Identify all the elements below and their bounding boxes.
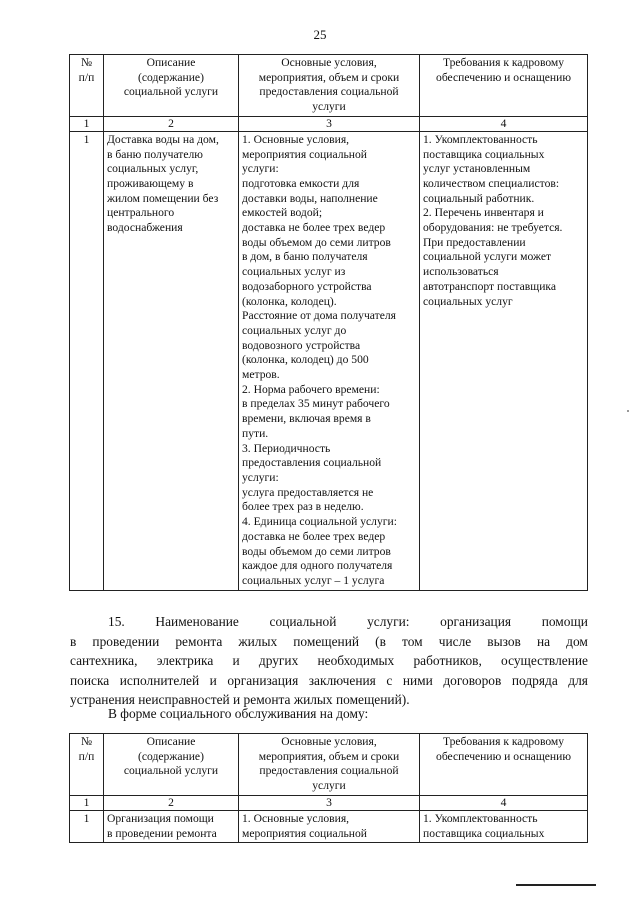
paragraph-word: вызов: [487, 633, 521, 649]
paragraph-word: помещений: [293, 633, 360, 649]
paragraph-line: [70, 612, 588, 632]
description-line: Доставка воды на дом,: [107, 132, 219, 146]
service-description: [104, 131, 239, 590]
paragraph-word: и: [209, 672, 217, 688]
requirement-line: поставщика социальных: [423, 147, 545, 161]
paragraph-word: (в: [375, 633, 386, 649]
condition-line: водовозного устройства: [242, 338, 361, 352]
header-description: Описание (содержание) социальной услуги: [104, 734, 239, 796]
condition-line: мероприятия социальной: [242, 826, 367, 840]
service-conditions: [239, 131, 420, 590]
condition-line: социальных услуг до: [242, 323, 347, 337]
paragraph-word: проведении: [92, 633, 160, 649]
row-number: 1: [70, 131, 104, 590]
requirement-line: 1. Укомплектованность: [423, 132, 538, 146]
condition-line: социальных услуг из: [242, 265, 346, 279]
header-description: Описание (содержание) социальной услуги: [104, 55, 239, 117]
paragraph-word: социальной: [269, 614, 337, 629]
column-number: 1: [70, 116, 104, 131]
condition-line: емкостей водой;: [242, 206, 323, 220]
description-line: в баню получателю: [107, 147, 203, 161]
condition-line: 2. Норма рабочего времени:: [242, 382, 380, 396]
service-conditions: [239, 810, 420, 842]
paragraph-word: на: [536, 633, 551, 649]
paragraph-15: [70, 612, 588, 710]
column-number-row: [70, 795, 588, 810]
condition-line: в пределах 35 минут рабочего: [242, 397, 390, 411]
requirement-line: 1. Укомплектованность: [423, 811, 538, 825]
bottom-rule: [516, 884, 596, 886]
table-row: [70, 810, 588, 842]
condition-line: 3. Периодичность: [242, 441, 331, 455]
condition-line: услуги:: [242, 470, 279, 484]
header-requirements: Требования к кадровому обеспечению и оснащению: [420, 55, 588, 117]
header-num: № п/п: [70, 55, 104, 117]
column-number: 1: [70, 795, 104, 810]
paragraph-word: подряда: [511, 672, 558, 688]
header-requirements: Требования к кадровому обеспечению и оснащению: [420, 734, 588, 796]
condition-line: 1. Основные условия,: [242, 132, 350, 146]
table-header-row: [70, 55, 588, 117]
header-conditions: Основные условия, мероприятия, объем и сроки предоставления социальной услуги: [239, 55, 420, 117]
table-row: [70, 131, 588, 590]
paragraph-word: других: [258, 653, 299, 668]
column-number: 4: [420, 116, 588, 131]
paragraph-word: электрика: [156, 653, 214, 668]
condition-line: каждое для одного получателя: [242, 559, 393, 573]
paragraph-word: исполнителей: [119, 672, 200, 688]
paragraph-word: организация: [440, 614, 512, 629]
description-line: водоснабжения: [107, 221, 183, 235]
paragraph-word: в: [70, 633, 77, 649]
paragraph-line: [70, 651, 588, 671]
requirement-line: оборудования: не требуется.: [423, 221, 563, 235]
paragraph-word: ремонта: [175, 633, 223, 649]
header-num: № п/п: [70, 734, 104, 796]
column-number: 2: [104, 795, 239, 810]
service-description: [104, 810, 239, 842]
paragraph-line: [70, 671, 588, 691]
condition-line: (колонка, колодец).: [242, 294, 337, 308]
paragraph-word: Наименование: [155, 614, 239, 629]
service-requirements: [420, 131, 588, 590]
paragraph-word: том: [402, 633, 423, 649]
requirement-line: При предоставлении: [423, 235, 526, 249]
service-table-2: [69, 733, 588, 843]
row-number: 1: [70, 810, 104, 842]
requirement-line: социальных услуг: [423, 294, 513, 308]
requirement-line: 2. Перечень инвентаря и: [423, 206, 544, 220]
service-requirements: [420, 810, 588, 842]
paragraph-word: услуги:: [367, 614, 410, 629]
service-table-1: [69, 54, 588, 591]
condition-line: более трех раз в неделю.: [242, 500, 364, 514]
page-number: 25: [313, 27, 327, 42]
column-number: 3: [239, 116, 420, 131]
table-header-row: [70, 734, 588, 796]
paragraph-word: работников,: [413, 653, 482, 668]
description-line: проживающему в: [107, 176, 194, 190]
service-form-line: В форме социального обслуживания на дому:: [108, 706, 369, 721]
requirement-line: использоваться: [423, 265, 499, 279]
condition-line: Расстояние от дома получателя: [242, 309, 396, 323]
scan-mark: [627, 410, 629, 412]
paragraph-line: устранения неисправностей и ремонта жилых помещений).: [70, 692, 410, 707]
condition-line: доставки воды, наполнение: [242, 191, 378, 205]
paragraph-word: организация: [227, 672, 299, 688]
requirement-line: социальной услуги может: [423, 250, 552, 264]
paragraph-word: жилых: [238, 633, 278, 649]
paragraph-word: числе: [438, 633, 472, 649]
paragraph-word: для: [568, 672, 588, 688]
description-line: Организация помощи: [107, 811, 214, 825]
condition-line: времени, включая время в: [242, 412, 371, 426]
requirement-line: социальный работник.: [423, 191, 535, 205]
paragraph-word: дом: [566, 633, 588, 649]
condition-line: воды объемом до семи литров: [242, 235, 391, 249]
paragraph-word: сантехника,: [70, 653, 138, 668]
condition-line: водозаборного устройства: [242, 279, 372, 293]
condition-line: метров.: [242, 368, 280, 382]
description-line: жилом помещении без: [107, 191, 219, 205]
description-line: центрального: [107, 206, 175, 220]
header-conditions: Основные условия, мероприятия, объем и сроки предоставления социальной услуги: [239, 734, 420, 796]
condition-line: 1. Основные условия,: [242, 811, 350, 825]
paragraph-word: заключения: [308, 672, 376, 688]
condition-line: (колонка, колодец) до 500: [242, 353, 369, 367]
paragraph-word: 15.: [108, 614, 125, 629]
condition-line: воды объемом до семи литров: [242, 544, 391, 558]
condition-line: 4. Единица социальной услуги:: [242, 515, 397, 529]
column-number: 3: [239, 795, 420, 810]
condition-line: подготовка емкости для: [242, 176, 360, 190]
paragraph-word: договоров: [443, 672, 502, 688]
condition-line: мероприятия социальной: [242, 147, 367, 161]
requirement-line: количеством специалистов:: [423, 176, 560, 190]
condition-line: доставка не более трех ведер: [242, 221, 386, 235]
condition-line: предоставления социальной: [242, 456, 382, 470]
condition-line: услуга предоставляется не: [242, 485, 374, 499]
column-number: 4: [420, 795, 588, 810]
paragraph-word: и: [232, 653, 240, 668]
paragraph-line: [70, 632, 588, 652]
paragraph-word: ними: [402, 672, 433, 688]
paragraph-word: необходимых: [317, 653, 395, 668]
condition-line: в дом, в баню получателя: [242, 250, 368, 264]
condition-line: социальных услуг – 1 услуга: [242, 573, 385, 587]
condition-line: доставка не более трех ведер: [242, 529, 386, 543]
paragraph-word: осуществление: [501, 653, 588, 668]
requirement-line: автотранспорт поставщика: [423, 279, 556, 293]
description-line: социальных услуг,: [107, 162, 199, 176]
description-line: в проведении ремонта: [107, 826, 217, 840]
column-number-row: [70, 116, 588, 131]
requirement-line: поставщика социальных: [423, 826, 545, 840]
condition-line: услуги:: [242, 162, 279, 176]
paragraph-word: поиска: [70, 672, 110, 688]
requirement-line: услуг установленным: [423, 162, 531, 176]
column-number: 2: [104, 116, 239, 131]
paragraph-word: помощи: [541, 614, 588, 629]
paragraph-word: с: [386, 672, 393, 688]
condition-line: пути.: [242, 426, 269, 440]
